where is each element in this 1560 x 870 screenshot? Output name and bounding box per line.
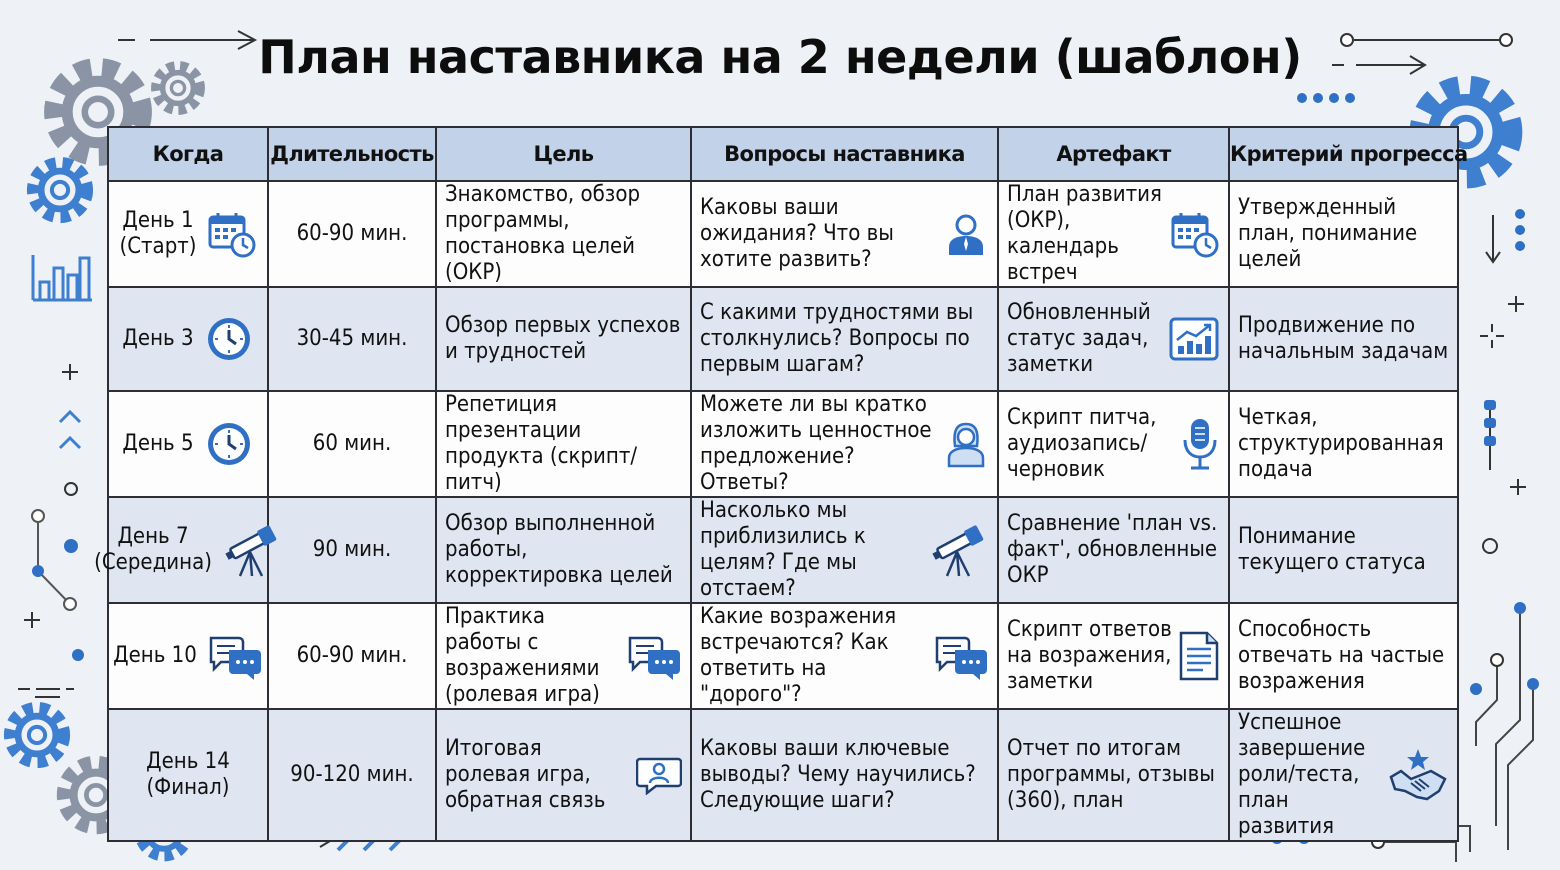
cell-questions-text: Насколько мы приблизились к целям? Где мы отстаем? xyxy=(700,498,866,601)
cell-goal xyxy=(436,603,691,709)
cell-questions-text: Каковы ваши ожидания? Что вы хотите развить? xyxy=(700,195,894,272)
cell-artifact xyxy=(998,709,1229,841)
cell-artifact-text: Скрипт ответов на возражения, заметки xyxy=(1007,617,1172,694)
cell-goal-text: Репетиция презентации продукта (скрипт/питч) xyxy=(445,392,638,495)
table-row xyxy=(108,709,1458,841)
column-header-goal: Цель xyxy=(436,127,691,181)
cell-artifact-text: План развития (ОКР), календарь встреч xyxy=(1007,182,1162,285)
cell-criterion xyxy=(1229,391,1458,497)
cell-artifact xyxy=(998,497,1229,603)
cell-when-text: День 7 (Середина) xyxy=(94,524,212,575)
cell-duration xyxy=(268,603,436,709)
chat-bubbles-icon xyxy=(626,632,682,680)
table-row xyxy=(108,181,1458,287)
telescope-icon xyxy=(222,522,282,578)
bar-chart-icon xyxy=(33,255,92,300)
gear-icon xyxy=(10,708,64,762)
cell-questions-text: Какие возражения встречаются? Как ответить на "дорого"? xyxy=(700,604,897,707)
cell-questions-text: Каковы ваши ключевые выводы? Чему научились? Следующие шаги? xyxy=(700,736,976,813)
chat-bubbles-icon xyxy=(207,632,263,680)
cell-artifact xyxy=(998,603,1229,709)
cell-duration xyxy=(268,391,436,497)
cell-goal-text: Обзор выполненной работы, корректировка целей xyxy=(445,511,673,588)
cell-duration-text: 60-90 мин. xyxy=(296,221,408,246)
cell-artifact xyxy=(998,181,1229,287)
cell-criterion-text: Успешное завершение роли/теста, план развития xyxy=(1238,710,1366,839)
cell-goal xyxy=(436,497,691,603)
table-row xyxy=(108,391,1458,497)
cell-criterion xyxy=(1229,181,1458,287)
cell-questions xyxy=(691,497,998,603)
cell-duration xyxy=(268,709,436,841)
table-header-row xyxy=(108,127,1458,181)
table-row xyxy=(108,603,1458,709)
cell-when xyxy=(108,391,268,497)
cell-duration-text: 90-120 мин. xyxy=(290,762,414,787)
mentor-plan-table xyxy=(94,126,1468,842)
chat-bubbles-icon xyxy=(933,632,989,680)
column-header-criterion: Критерий прогресса xyxy=(1229,127,1458,181)
cell-criterion xyxy=(1229,709,1458,841)
cell-criterion-text: Четкая, структурированная подача xyxy=(1238,405,1444,482)
cell-artifact xyxy=(998,287,1229,391)
cell-questions xyxy=(691,287,998,391)
cell-goal xyxy=(436,181,691,287)
chat-person-icon xyxy=(636,755,682,795)
cell-when xyxy=(108,709,268,841)
gear-icon xyxy=(33,163,87,217)
table-row xyxy=(108,497,1458,603)
cell-duration-text: 60-90 мин. xyxy=(296,643,408,668)
cell-duration-text: 60 мин. xyxy=(312,431,392,456)
cell-criterion-text: Понимание текущего статуса xyxy=(1238,524,1426,575)
growth-chart-icon xyxy=(1168,316,1220,362)
cell-when-text: День 1 (Старт) xyxy=(119,208,197,259)
cell-goal xyxy=(436,287,691,391)
cell-goal xyxy=(436,391,691,497)
cell-questions xyxy=(691,709,998,841)
cell-duration xyxy=(268,497,436,603)
woman-icon xyxy=(943,420,989,468)
cell-questions-text: Можете ли вы кратко изложить ценностное предложение? Ответы? xyxy=(700,392,932,495)
cell-duration xyxy=(268,287,436,391)
calendar-clock-icon xyxy=(207,209,257,259)
cell-questions xyxy=(691,391,998,497)
cell-questions-text: С какими трудностями вы столкнулись? Вопросы по первым шагам? xyxy=(700,300,974,377)
telescope-icon xyxy=(929,522,989,578)
cell-when-text: День 10 xyxy=(113,643,197,668)
cell-goal-text: Знакомство, обзор программы, постановка целей (ОКР) xyxy=(445,182,641,285)
cell-when xyxy=(94,497,268,603)
cell-when xyxy=(108,603,268,709)
cell-questions xyxy=(691,181,998,287)
column-header-when: Когда xyxy=(108,127,268,181)
person-icon xyxy=(943,211,989,257)
handshake-star-icon xyxy=(1387,747,1449,803)
cell-criterion xyxy=(1229,603,1458,709)
cell-artifact-text: Отчет по итогам программы, отзывы (360), план xyxy=(1007,736,1215,813)
cell-when-text: День 3 xyxy=(122,326,194,351)
calendar-clock-icon xyxy=(1170,209,1220,259)
clock-icon xyxy=(204,314,254,364)
cell-goal xyxy=(436,709,691,841)
cell-criterion xyxy=(1229,287,1458,391)
cell-when xyxy=(108,287,268,391)
cell-criterion-text: Способность отвечать на частые возражения xyxy=(1238,617,1445,694)
cell-questions xyxy=(691,603,998,709)
column-header-artifact: Артефакт xyxy=(998,127,1229,181)
cell-goal-text: Обзор первых успехов и трудностей xyxy=(445,313,681,364)
table-row xyxy=(108,287,1458,391)
document-icon xyxy=(1178,630,1220,682)
cell-criterion xyxy=(1229,497,1458,603)
cell-artifact-text: Скрипт питча, аудиозапись/ черновик xyxy=(1007,405,1157,482)
cell-criterion-text: Утвержденный план, понимание целей xyxy=(1238,195,1418,272)
cell-goal-text: Практика работы с возражениями (ролевая игра) xyxy=(445,604,600,707)
cell-when xyxy=(108,181,268,287)
cell-criterion-text: Продвижение по начальным задачам xyxy=(1238,313,1449,364)
cell-duration-text: 90 мин. xyxy=(312,537,392,562)
cell-artifact-text: Сравнение 'план vs. факт', обновленные ОКР xyxy=(1007,511,1218,588)
cell-when-text: День 5 xyxy=(122,431,194,456)
page-title: План наставника на 2 недели (шаблон) xyxy=(258,30,1302,84)
column-header-questions: Вопросы наставника xyxy=(691,127,998,181)
clock-icon xyxy=(204,419,254,469)
cell-when-text: День 14 (Финал) xyxy=(146,749,230,800)
cell-goal-text: Итоговая ролевая игра, обратная связь xyxy=(445,736,606,813)
column-header-duration: Длительность xyxy=(268,127,436,181)
cell-artifact xyxy=(998,391,1229,497)
microphone-icon xyxy=(1180,416,1220,472)
cell-duration-text: 30-45 мин. xyxy=(296,326,408,351)
cell-artifact-text: Обновленный статус задач, заметки xyxy=(1007,300,1151,377)
cell-duration xyxy=(268,181,436,287)
